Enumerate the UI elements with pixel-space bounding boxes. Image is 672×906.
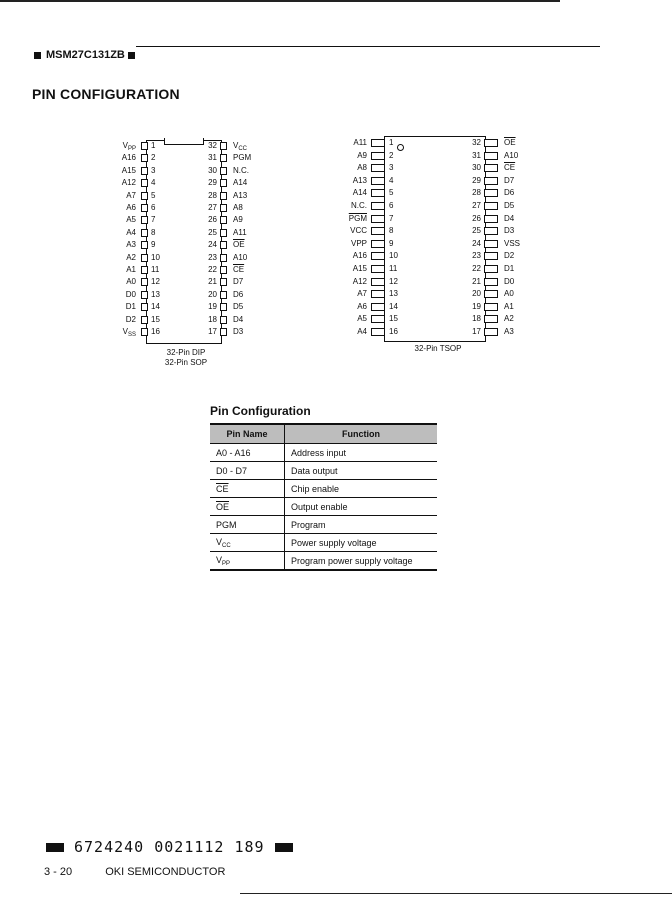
dip-pin-stub — [141, 179, 148, 187]
dip-pin-number: 16 — [151, 327, 160, 336]
dip-pin-stub — [220, 167, 227, 175]
tsop-pin-number: 27 — [472, 201, 481, 210]
tsop-pin-label: VSS — [504, 238, 521, 248]
tsop-pin-label: A6 — [357, 301, 367, 311]
dip-pin-number: 18 — [208, 314, 217, 324]
tsop-pin-stub — [484, 278, 498, 286]
dip-pin-label: A13 — [233, 190, 248, 200]
tsop-pin-label: A10 — [504, 150, 519, 160]
tsop-pin-number: 19 — [472, 301, 481, 311]
page-number: 3 - 20 — [44, 866, 73, 878]
tsop-pin-stub — [371, 240, 385, 248]
dip-pin-stub — [141, 216, 148, 224]
dip-pin-label: D2 — [125, 314, 136, 324]
dip-pin-stub — [141, 328, 148, 336]
dip-pin-stub — [141, 278, 148, 286]
tsop-pin-number: 21 — [472, 276, 481, 286]
tsop-pin-label: A11 — [353, 138, 367, 147]
dip-pin-number: 28 — [208, 190, 217, 200]
pin-name-cell: D0 - D7 — [210, 462, 285, 480]
tsop-pin-label: A13 — [352, 175, 367, 185]
dip-pin-number: 12 — [151, 277, 160, 287]
dip-pin-stub — [220, 204, 227, 212]
dip-pin-number: 19 — [208, 302, 217, 312]
tsop-pin-label: A8 — [357, 163, 367, 173]
dip-pin-stub — [220, 291, 227, 299]
dip-pin-stub — [141, 266, 148, 274]
tsop-pin-number: 15 — [389, 314, 398, 324]
section-title: PIN CONFIGURATION — [32, 86, 180, 102]
dip-pin-stub — [220, 278, 227, 286]
table-row — [210, 516, 437, 534]
tsop-pin-stub — [371, 290, 385, 298]
tsop-pin-number: 13 — [389, 289, 398, 299]
dip-pin-stub — [220, 303, 227, 311]
tsop-pin-number: 17 — [472, 327, 481, 336]
tsop-pin-stub — [371, 315, 385, 323]
dip-pin-number: 21 — [208, 277, 217, 287]
dip-pin-label: A12 — [121, 178, 136, 188]
tsop-pin-label: D7 — [504, 175, 515, 185]
dip-pin-stub — [141, 241, 148, 249]
pin-name-cell: $V_{PP}$ — [210, 552, 285, 571]
dip-pin-stub — [220, 316, 227, 324]
dip-pin-label: A7 — [126, 190, 136, 200]
tsop-pin-label: A0 — [504, 289, 514, 299]
tsop-pin-number: 20 — [472, 289, 481, 299]
dip-pin-number: 5 — [151, 190, 156, 200]
dip-pin-number: 9 — [151, 240, 156, 250]
dip-pin-label: A8 — [233, 203, 243, 212]
tsop-pin-stub — [484, 265, 498, 273]
tsop-pin-label: $\overline{PGM}$ — [348, 213, 367, 223]
tsop-pin-stub — [371, 139, 385, 147]
tsop-pin-label: VPP — [350, 238, 367, 248]
tsop-pin-number: 2 — [389, 150, 394, 160]
dip-pin-label: A3 — [126, 240, 136, 250]
pin-name-cell: A0 - A16 — [210, 444, 285, 462]
dip-pin-number: 23 — [208, 252, 217, 262]
tsop-pin-number: 12 — [389, 276, 398, 286]
dip-pin-label: D3 — [233, 327, 244, 336]
dip-pin-label: A0 — [126, 277, 136, 287]
tsop-pin-stub — [371, 202, 385, 210]
function-cell: Chip enable — [285, 480, 438, 498]
tsop-pin-stub — [371, 177, 385, 185]
dip-pin-label: $\overline{CE}$ — [233, 265, 245, 274]
tsop-pin-label: A5 — [357, 314, 367, 324]
dip-pin-label: N.C. — [233, 165, 249, 175]
function-cell: Power supply voltage — [285, 534, 438, 552]
dip-pin-label: $V_{PP}$ — [122, 141, 136, 152]
dip-pin-stub — [220, 216, 227, 224]
tsop-pin-label: D4 — [504, 213, 515, 223]
dip-pin-label: D1 — [125, 302, 136, 312]
column-header-function: Function — [285, 424, 438, 444]
tsop-pin-stub — [484, 215, 498, 223]
dip-pin-number: 2 — [151, 153, 156, 163]
dip-pin-stub — [141, 291, 148, 299]
tsop-pin-stub — [484, 152, 498, 160]
tsop-pin-number: 30 — [472, 163, 481, 173]
dip-pin-label: A4 — [126, 227, 136, 237]
pin-function-table — [210, 423, 437, 571]
dip-pin-stub — [220, 142, 227, 150]
dip-pin-number: 11 — [151, 265, 160, 274]
tsop-pin-stub — [484, 139, 498, 147]
tsop-pin-label: D0 — [504, 276, 515, 286]
tsop-pin-label: A12 — [352, 276, 367, 286]
tsop-pin-number: 28 — [472, 188, 481, 198]
dip-pin-label: $\overline{OE}$ — [233, 240, 245, 250]
tsop-pin-label: A1 — [504, 301, 514, 311]
dip-pin-stub — [220, 192, 227, 200]
tsop-pin-number: 4 — [389, 175, 394, 185]
tsop-caption: 32-Pin TSOP — [414, 344, 462, 353]
dip-pin-label: A2 — [126, 252, 136, 262]
dip-pin-stub — [141, 167, 148, 175]
tsop-pin-label: VCC — [350, 226, 367, 236]
dip-pin-stub — [220, 241, 227, 249]
dip-pin-number: 14 — [151, 302, 160, 312]
tsop-pin-label: A16 — [352, 251, 367, 261]
table-row — [210, 444, 437, 462]
dip-pin-number: 22 — [208, 265, 217, 274]
tsop-pin-label: $\overline{CE}$ — [504, 163, 516, 173]
tsop-pin-number: 26 — [472, 213, 481, 223]
dip-pin-label: D5 — [233, 302, 244, 312]
function-cell: Program power supply voltage — [285, 552, 438, 571]
dip-pin-number: 4 — [151, 178, 156, 188]
dip-pin-stub — [141, 316, 148, 324]
dip-pin-label: D6 — [233, 289, 244, 299]
tsop-pin-label: A4 — [357, 327, 367, 336]
barcode-block-icon — [46, 843, 64, 852]
table-row — [210, 498, 437, 516]
tsop-pin-number: 1 — [389, 138, 394, 147]
tsop-pin-stub — [484, 189, 498, 197]
tsop-pin-number: 31 — [472, 150, 481, 160]
dip-pin-number: 26 — [208, 215, 217, 225]
tsop-pin-number: 7 — [389, 213, 394, 223]
tsop-pin-number: 32 — [472, 138, 481, 147]
square-bullet-icon — [34, 52, 41, 59]
dip-pin-label: A10 — [233, 252, 248, 262]
dip-pin-label: D4 — [233, 314, 244, 324]
dip-pin-number: 1 — [151, 141, 156, 150]
dip-pin-stub — [141, 229, 148, 237]
tsop-pin-number: 6 — [389, 201, 394, 210]
tsop-pin-stub — [371, 227, 385, 235]
dip-pin-stub — [141, 142, 148, 150]
part-number: MSM27C131ZB — [46, 49, 125, 61]
tsop-pin-stub — [371, 265, 385, 273]
barcode-line — [46, 838, 293, 856]
dip-pin-number: 32 — [208, 141, 217, 150]
dip-pin-label: A11 — [233, 227, 247, 237]
pin-table-title: Pin Configuration — [210, 404, 311, 418]
dip-pin-number: 3 — [151, 165, 156, 175]
square-bullet-icon — [128, 52, 135, 59]
tsop-pin-stub — [371, 189, 385, 197]
tsop-pin-label: A2 — [504, 314, 514, 324]
dip-pin-number: 15 — [151, 314, 160, 324]
dip-pin-stub — [141, 303, 148, 311]
dip-pin-label: $V_{CC}$ — [233, 141, 248, 152]
dip-pin-stub — [220, 229, 227, 237]
company-name: OKI SEMICONDUCTOR — [105, 866, 226, 878]
top-rule — [0, 0, 560, 2]
tsop-pin-label: A3 — [504, 327, 514, 336]
tsop-pin-number: 9 — [389, 238, 394, 248]
dip-pin-stub — [220, 179, 227, 187]
dip-pin-number: 10 — [151, 252, 160, 262]
dip-pin-number: 24 — [208, 240, 217, 250]
barcode-block-icon — [275, 843, 293, 852]
tsop-pin-stub — [484, 290, 498, 298]
tsop-pin-label: D3 — [504, 226, 515, 236]
tsop-pin-number: 23 — [472, 251, 481, 261]
header-rule — [136, 46, 600, 47]
sop-caption: 32-Pin SOP — [164, 358, 208, 367]
tsop-pin-stub — [484, 227, 498, 235]
dip-pin-number: 17 — [208, 327, 217, 336]
tsop-pin-number: 24 — [472, 238, 481, 248]
function-cell: Address input — [285, 444, 438, 462]
tsop-pin-number: 3 — [389, 163, 394, 173]
dip-pin-number: 8 — [151, 227, 156, 237]
pin-name-cell: $\overline{CE}$ — [210, 480, 285, 498]
bottom-rule — [240, 893, 672, 894]
tsop-pin-number: 8 — [389, 226, 394, 236]
tsop-pin-stub — [484, 202, 498, 210]
tsop-pin-label: D1 — [504, 264, 515, 273]
tsop-pin-stub — [371, 252, 385, 260]
dip-pin-number: 6 — [151, 203, 156, 212]
dip-pin-number: 30 — [208, 165, 217, 175]
page-footer — [44, 866, 255, 878]
dip-pin-number: 27 — [208, 203, 217, 212]
dip-pin-label: A5 — [126, 215, 136, 225]
tsop-pin-label: A14 — [352, 188, 367, 198]
tsop-pin-number: 10 — [389, 251, 398, 261]
dip-pin-label: PGM — [233, 153, 252, 163]
tsop-pin-label: D2 — [504, 251, 515, 261]
tsop-pin-stub — [484, 164, 498, 172]
table-row — [210, 480, 437, 498]
table-row — [210, 552, 437, 571]
column-header-pin-name: Pin Name — [210, 424, 285, 444]
table-row — [210, 462, 437, 480]
tsop-pin-number: 5 — [389, 188, 394, 198]
function-cell: Output enable — [285, 498, 438, 516]
dip-pin-stub — [220, 154, 227, 162]
dip-pin-stub — [141, 192, 148, 200]
table-row — [210, 534, 437, 552]
dip-pin-label: A14 — [233, 178, 248, 188]
dip-notch — [164, 138, 204, 145]
tsop-pin-stub — [484, 177, 498, 185]
dip-pin-label: A6 — [126, 203, 136, 212]
dip-pin-label: A9 — [233, 215, 243, 225]
pin-name-cell: PGM — [210, 516, 285, 534]
barcode-text: 6724240 0021112 189 — [74, 838, 265, 856]
tsop-pin-number: 18 — [472, 314, 481, 324]
function-cell: Program — [285, 516, 438, 534]
tsop-pin-number: 14 — [389, 301, 398, 311]
tsop-pin-number: 11 — [389, 264, 398, 273]
dip-pin-stub — [220, 328, 227, 336]
tsop-body — [384, 136, 486, 342]
tsop-pin-stub — [484, 252, 498, 260]
dip-pin-stub — [141, 154, 148, 162]
tsop-pin-label: N.C. — [351, 201, 367, 210]
tsop-pin-stub — [371, 303, 385, 311]
dip-pin-number: 31 — [208, 153, 217, 163]
tsop-pin-number: 29 — [472, 175, 481, 185]
dip-pin-label: D7 — [233, 277, 244, 287]
tsop-pin-label: A9 — [357, 150, 367, 160]
dip-pin-stub — [220, 254, 227, 262]
dip-pin-number: 29 — [208, 178, 217, 188]
tsop-pin-stub — [371, 164, 385, 172]
tsop-pin-number: 25 — [472, 226, 481, 236]
pin1-marker-icon — [397, 144, 404, 151]
tsop-pin-number: 22 — [472, 264, 481, 273]
tsop-pin-label: A15 — [352, 264, 367, 273]
dip-pin-number: 13 — [151, 289, 160, 299]
dip-pin-label: A16 — [121, 153, 136, 163]
dip-pin-label: D0 — [125, 289, 136, 299]
dip-pin-label: A1 — [126, 265, 136, 274]
dip-pin-stub — [141, 254, 148, 262]
tsop-pin-stub — [484, 315, 498, 323]
pin-name-cell: $V_{CC}$ — [210, 534, 285, 552]
dip-pin-label: A15 — [121, 165, 136, 175]
tsop-pin-label: D5 — [504, 201, 515, 210]
dip-pin-stub — [220, 266, 227, 274]
tsop-pin-stub — [484, 303, 498, 311]
dip-pin-label: $V_{SS}$ — [122, 327, 136, 338]
tsop-pin-number: 16 — [389, 327, 398, 336]
tsop-pin-stub — [371, 215, 385, 223]
tsop-pin-stub — [484, 240, 498, 248]
tsop-pin-label: D6 — [504, 188, 515, 198]
tsop-pin-stub — [371, 152, 385, 160]
tsop-pin-stub — [371, 278, 385, 286]
dip-pin-number: 7 — [151, 215, 156, 225]
tsop-pin-stub — [371, 328, 385, 336]
tsop-pin-label: A7 — [357, 289, 367, 299]
tsop-pin-label: $\overline{OE}$ — [504, 138, 516, 147]
function-cell: Data output — [285, 462, 438, 480]
dip-caption: 32-Pin DIP — [166, 348, 206, 357]
dip-pin-number: 20 — [208, 289, 217, 299]
dip-pin-number: 25 — [208, 227, 217, 237]
pin-name-cell: $\overline{OE}$ — [210, 498, 285, 516]
tsop-pin-stub — [484, 328, 498, 336]
dip-pin-stub — [141, 204, 148, 212]
page-header — [34, 49, 135, 61]
